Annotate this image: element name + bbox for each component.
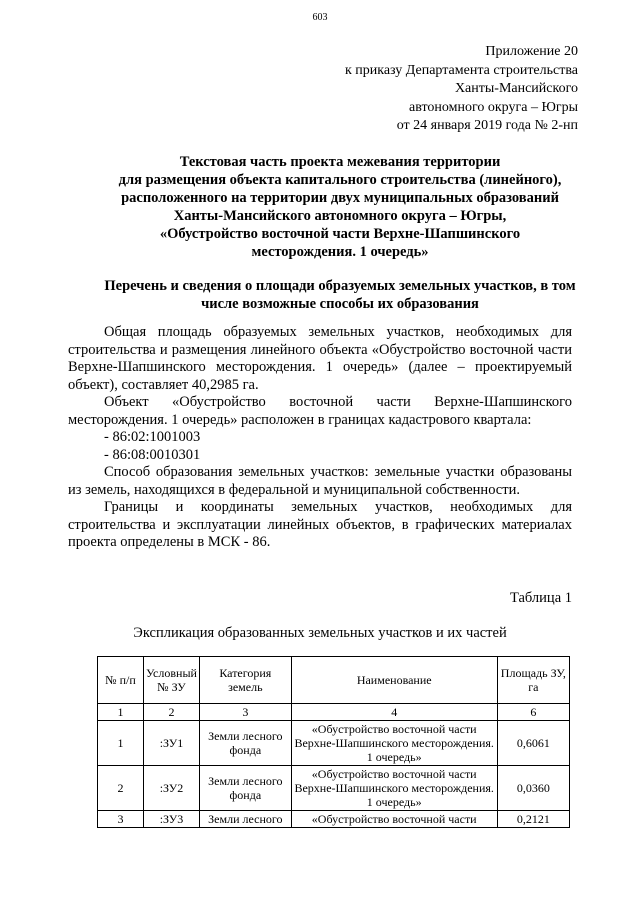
header-cell: № п/п [98,657,144,704]
paragraph-formation-method: Способ образования земельных участков: земельные участки образованы из земель, находящихся в федеральной и муниципальной собственности. [68,464,572,498]
appendix-line: автономного округа – Югры [409,99,578,115]
table-cell: :ЗУ2 [143,766,199,811]
paragraph-object-location: Объект «Обустройство восточной части Верхне-Шапшинского месторождения. 1 очередь» расположен в границах кадастрового квартала: [68,394,572,428]
table-row [98,721,570,766]
table-caption: Экспликация образованных земельных участков и их частей [133,625,507,641]
appendix-line: Ханты-Мансийского [454,81,578,96]
table-cell: «Обустройство восточной части Верхне-Шапшинского месторождения. 1 очередь» [291,721,497,766]
appendix-header [345,43,578,136]
table-cell: «Обустройство восточной части [291,811,497,828]
page-number: 603 [312,12,328,23]
appendix-line: Приложение 20 [485,44,578,59]
table-cell: 0,6061 [497,721,569,766]
table-cell: 0,2121 [497,811,569,828]
index-cell: 2 [143,704,199,721]
index-cell: 6 [497,704,569,721]
title-line: расположенного на территории двух муниципальных образований [121,190,559,206]
title-line: «Обустройство восточной части Верхне-Шапшинского [159,226,521,242]
appendix-line: от 24 января 2019 года № 2-нп [396,118,578,133]
table-cell: :ЗУ1 [143,721,199,766]
header-cell: Наименование [291,657,497,704]
table-row [98,811,570,828]
table-cell: 1 [98,721,144,766]
table-header-row [98,657,570,704]
table-cell: Земли лесного фонда [199,766,291,811]
header-cell: Категория земель [199,657,291,704]
document-title [100,153,580,261]
table-cell: 2 [98,766,144,811]
explication-table [97,656,570,828]
title-line: Текстовая часть проекта межевания территории [179,154,501,170]
index-cell: 3 [199,704,291,721]
title-line: месторождения. 1 очередь» [251,244,429,260]
table-cell: Земли лесного [199,811,291,828]
table-index-row [98,704,570,721]
table-cell: Земли лесного фонда [199,721,291,766]
table-row [98,766,570,811]
table-cell: :ЗУ3 [143,811,199,828]
index-cell: 1 [98,704,144,721]
header-cell: Площадь ЗУ, га [497,657,569,704]
table-cell: «Обустройство восточной части Верхне-Шапшинского месторождения. 1 очередь» [291,766,497,811]
paragraph-boundaries: Границы и координаты земельных участков, необходимых для строительства и эксплуатации линейных объектов, в графических материалах проекта определены в МСК - 86. [68,499,572,550]
body-text [68,324,572,552]
header-cell: Условный № ЗУ [143,657,199,704]
index-cell: 4 [291,704,497,721]
paragraph-total-area: Общая площадь образуемых земельных участков, необходимых для строительства и размещения линейного объекта «Обустройство восточной части Верхне-Шапшинского месторождения. 1 очередь» (далее – проектируемый объект), составляет 40,2985 га. [68,324,572,393]
table-label: Таблица 1 [509,590,572,606]
cadastral-quarter-item: - 86:02:1001003 [104,429,201,445]
table-cell: 0,0360 [497,766,569,811]
title-line: для размещения объекта капитального строительства (линейного), [118,172,562,188]
section-title: Перечень и сведения о площади образуемых земельных участков, в том числе возможные способы их образования [104,278,576,312]
table-cell: 3 [98,811,144,828]
appendix-line: к приказу Департамента строительства [344,62,578,78]
cadastral-quarter-item: - 86:08:0010301 [104,446,201,463]
title-line: Ханты-Мансийского автономного округа – Югры, [173,208,507,224]
